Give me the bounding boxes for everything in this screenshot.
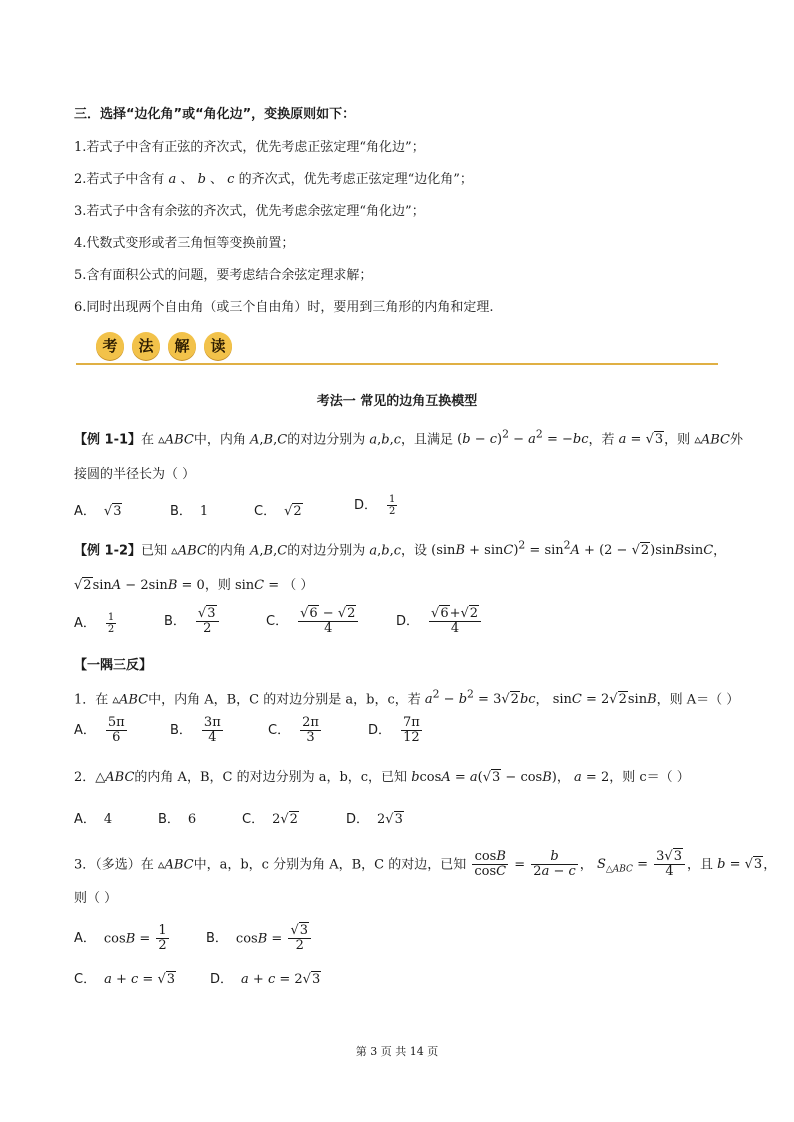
option-c: C． 2√2 bbox=[242, 812, 298, 827]
section-banner bbox=[76, 330, 718, 366]
practice-3-line2: 则（ ） bbox=[74, 891, 118, 906]
math: b bbox=[197, 172, 206, 187]
option-b: B． cosB = $\frac{√3}{2}$ bbox=[206, 924, 313, 954]
rule-2: 2.若式子中含有 a 、 b 、 c 的齐次式，优先考虑正弦定理“边化角”； bbox=[74, 172, 473, 187]
math-fraction: $\frac{\cos B}{\cos C}$ bbox=[474, 849, 507, 880]
math: A bbox=[250, 432, 260, 448]
option-c: C． $\frac{2\pi}{3}$ bbox=[268, 715, 319, 746]
math: a bbox=[168, 172, 177, 187]
option-c: C． √2 bbox=[254, 504, 302, 519]
banner-char: 读 bbox=[204, 332, 232, 360]
option-a: A． $\frac{1}{2}$ bbox=[74, 612, 115, 635]
option-b: B． $\frac{√3}{2}$ bbox=[164, 607, 221, 637]
practice-1: 1．在 ▵ABC中，内角 A，B，C 的对边分别是 a，b，c，若 $a^2 - b^2 = 3√2bc$， sinC = 2√2sinB，则 A＝（ ） bbox=[74, 688, 740, 708]
banner-rule bbox=[76, 363, 718, 365]
math: ▵ABC bbox=[694, 432, 730, 448]
rule-1: 1.若式子中含有正弦的齐次式，优先考虑正弦定理“角化边”； bbox=[74, 140, 425, 155]
math-condition: √2sinA − 2sinB = 0 bbox=[74, 578, 205, 593]
math: ▵ABC bbox=[171, 543, 207, 559]
rule-4: 4.代数式变形或者三角恒等变换前置； bbox=[74, 236, 295, 251]
rule-5: 5.含有面积公式的问题，要考虑结合余弦定理求解； bbox=[74, 268, 373, 283]
math: a bbox=[369, 543, 378, 559]
option-a: A． cosB = $\frac{1}{2}$ bbox=[74, 923, 167, 954]
practice-heading: 【一隅三反】 bbox=[74, 658, 153, 673]
math: △ABC bbox=[95, 770, 135, 785]
banner-char: 法 bbox=[132, 332, 160, 360]
example-1-1: 【例 1-1】在 ▵ABC中，内角 A,B,C的对边分别为 a,b,c，且满足 $(b - c)^2 - a^2 = -bc$，若 a = √3，则 ▵ABC外 bbox=[74, 428, 743, 448]
option-c: C． $\frac{√6 - √2}{4}$ bbox=[266, 607, 360, 637]
math: A bbox=[250, 543, 260, 559]
option-b: B． 6 bbox=[158, 812, 197, 827]
math-condition: bcosA = a(√3 − cosB) bbox=[411, 770, 557, 785]
banner-char: 考 bbox=[96, 332, 124, 360]
math-fraction: $\frac{b}{2a - c}$ bbox=[533, 849, 576, 880]
practice-3: 3．（多选）在 ▵ABC中，a，b，c 分别为角 A，B，C 的对边，已知 $\frac{\cos B}{\cos C}$ = $\frac{b}{2a - c}$ ， $S_{\triangle ABC}$ = $\frac{3√3}{4}$ ，且 b = √3， bbox=[74, 849, 777, 880]
banner-char: 解 bbox=[168, 332, 196, 360]
option-a: A． √3 bbox=[74, 504, 122, 519]
option-d: D． a + c = 2√3 bbox=[210, 972, 321, 987]
math-condition: $(b - c)^2 - a^2 = -bc$ bbox=[457, 428, 589, 448]
option-d: D． 2√3 bbox=[346, 812, 403, 827]
practice-2: 2．△ABC的内角 A，B，C 的对边分别为 a，b，c，已知 bcosA = a(√3 − cosB)， a = 2，则 c＝（ ） bbox=[74, 770, 690, 785]
option-b: B． $\frac{3\pi}{4}$ bbox=[170, 715, 221, 746]
math-condition: sinC = 2√2sinB bbox=[552, 692, 657, 708]
option-b: B． 1 bbox=[170, 504, 209, 519]
option-d: D． $\frac{7\pi}{12}$ bbox=[368, 715, 420, 746]
math: sinC = bbox=[234, 578, 280, 593]
rule-6: 6.同时出现两个自由角（或三个自由角）时，要用到三角形的内角和定理. bbox=[74, 300, 494, 315]
math: a = 2 bbox=[574, 770, 610, 785]
page-number: 第 3 页 共 14 页 bbox=[355, 1045, 439, 1058]
rule-3: 3.若式子中含有余弦的齐次式，优先考虑余弦定理“角化边”； bbox=[74, 204, 425, 219]
math: b = √3 bbox=[717, 857, 763, 873]
math-condition: $(\sin B + \sin C)^2 = \sin^2A + (2$ − √2)sinBsinC bbox=[431, 539, 714, 559]
example-1-1-line2: 接圆的半径长为（ ） bbox=[74, 467, 196, 482]
option-c: C． a + c = √3 bbox=[74, 972, 176, 987]
math-condition: $a^2 - b^2 = 3√2bc$ bbox=[424, 688, 536, 708]
math-area: $S_{\triangle ABC}$ = $\frac{3√3}{4}$ bbox=[597, 857, 687, 872]
math: ▵ABC bbox=[112, 692, 149, 708]
math: c bbox=[227, 172, 235, 187]
example-1-2-line2: √2sinA − 2sinB = 0，则 sinC = （ ） bbox=[74, 578, 314, 593]
example-1-2: 【例 1-2】已知 ▵ABC的内角 A,B,C的对边分别为 a,b,c，设 $(\sin B + \sin C)^2 = \sin^2A + (2$ − √2)sinBsinC， bbox=[74, 539, 727, 559]
math: ▵ABC bbox=[157, 857, 194, 873]
math: a bbox=[369, 432, 378, 448]
math: ▵ABC bbox=[158, 432, 194, 448]
math: a = √3 bbox=[618, 432, 664, 448]
option-d: D． $\frac{1}{2}$ bbox=[354, 494, 396, 517]
option-a: A． 4 bbox=[74, 812, 113, 827]
option-d: D． $\frac{√6+√2}{4}$ bbox=[396, 607, 483, 637]
option-a: A． $\frac{5\pi}{6}$ bbox=[74, 715, 125, 746]
method-title: 考法一 常见的边角互换模型 bbox=[316, 394, 478, 409]
section-heading: 三．选择“边化角”或“角化边”，变换原则如下： bbox=[74, 107, 356, 122]
